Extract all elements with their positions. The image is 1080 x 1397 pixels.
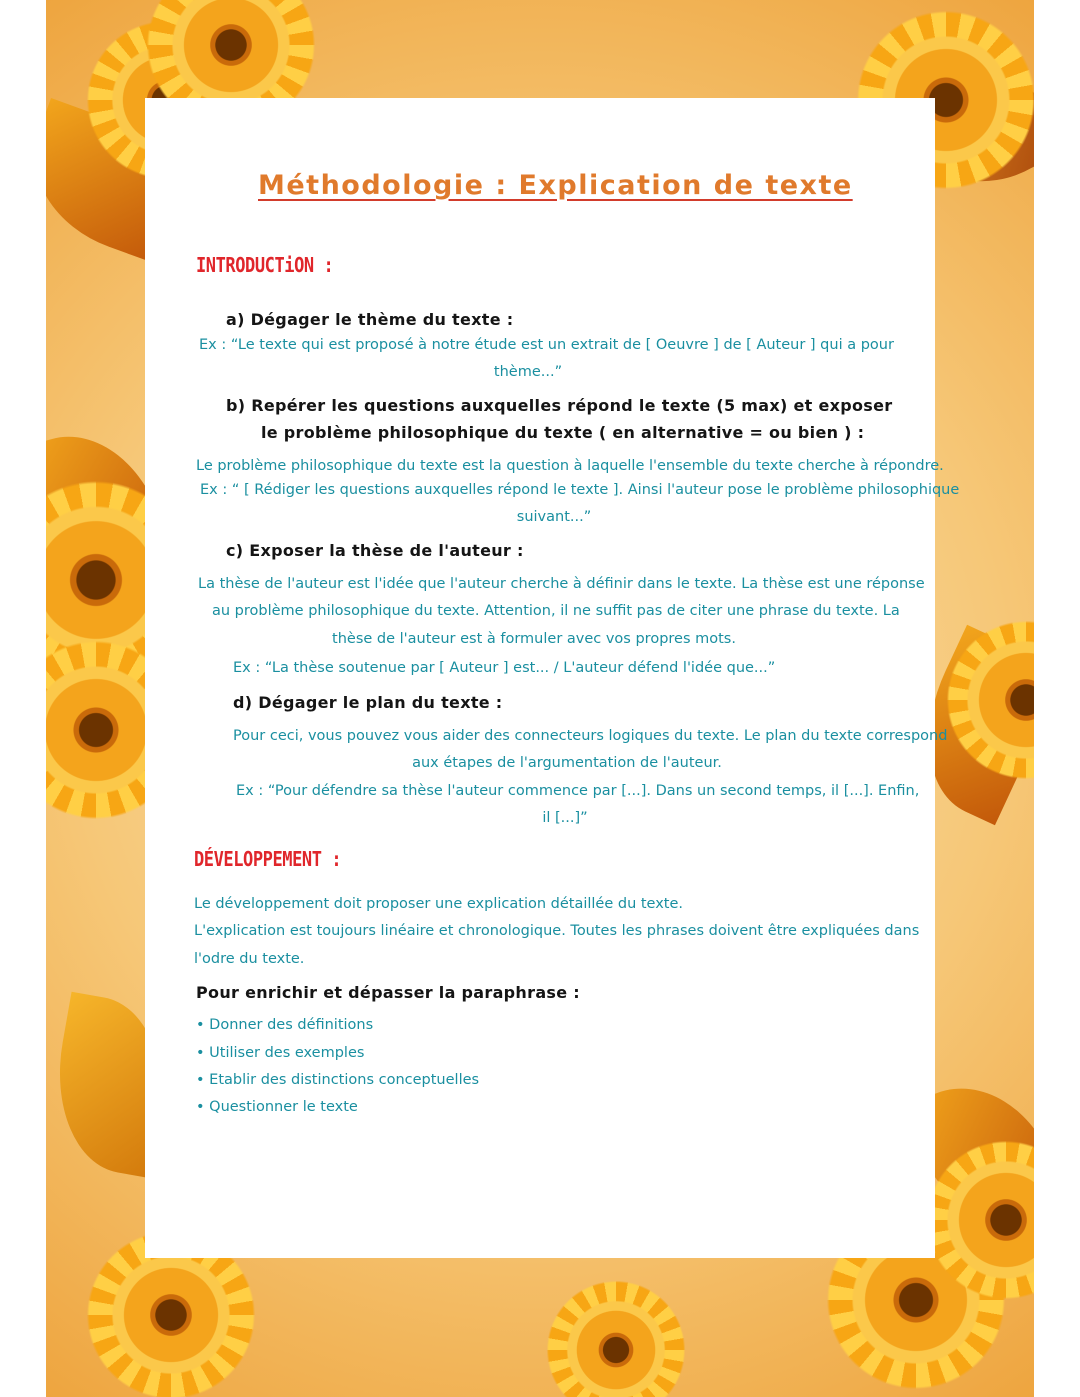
developpement-line2: L'explication est toujours linéaire et chronologique. Toutes les phrases doivent être expliquées dans bbox=[194, 923, 920, 939]
heading-b-line2: le problème philosophique du texte ( en alternative = ou bien ) : bbox=[261, 423, 865, 442]
heading-b-line1: b) Repérer les questions auxquelles répond le texte (5 max) et exposer bbox=[226, 396, 893, 415]
developpement-line3: l'odre du texte. bbox=[194, 951, 305, 967]
body-d-line1: Pour ceci, vous pouvez vous aider des connecteurs logiques du texte. Le plan du texte correspond bbox=[233, 728, 948, 744]
body-b: Le problème philosophique du texte est la question à laquelle l'ensemble du texte cherche à répondre. bbox=[196, 458, 944, 474]
list-item: • Utiliser des exemples bbox=[196, 1045, 365, 1061]
enrich-heading: Pour enrichir et dépasser la paraphrase : bbox=[196, 983, 580, 1002]
list-item: • Donner des définitions bbox=[196, 1017, 374, 1033]
heading-d: d) Dégager le plan du texte : bbox=[233, 693, 503, 712]
developpement-line1: Le développement doit proposer une explication détaillée du texte. bbox=[194, 896, 684, 912]
list-item: • Questionner le texte bbox=[196, 1099, 358, 1115]
body-d-line2: aux étapes de l'argumentation de l'auteur. bbox=[412, 755, 722, 771]
list-item: • Etablir des distinctions conceptuelles bbox=[196, 1072, 480, 1088]
heading-a: a) Dégager le thème du texte : bbox=[226, 310, 514, 329]
example-d-line1: Ex : “Pour défendre sa thèse l'auteur commence par [...]. Dans un second temps, il [...]. Enfin, bbox=[236, 783, 920, 799]
example-b-line2: suivant...” bbox=[516, 509, 592, 525]
example-d-line2: il [...]” bbox=[542, 810, 588, 826]
heading-c: c) Exposer la thèse de l'auteur : bbox=[226, 541, 524, 560]
introduction-label: INTRODUCTiON : bbox=[196, 253, 334, 277]
page-title: Méthodologie : Explication de texte bbox=[258, 170, 853, 201]
body-c-line3: thèse de l'auteur est à formuler avec vos propres mots. bbox=[332, 631, 736, 647]
body-c-line1: La thèse de l'auteur est l'idée que l'auteur cherche à définir dans le texte. La thèse est une réponse bbox=[198, 576, 925, 592]
body-c-line2: au problème philosophique du texte. Attention, il ne suffit pas de citer une phrase du texte. La bbox=[212, 603, 900, 619]
example-a-line1: Ex : “Le texte qui est proposé à notre étude est un extrait de [ Oeuvre ] de [ Auteur ] qui a pour bbox=[199, 337, 894, 353]
example-b-line1: Ex : “ [ Rédiger les questions auxquelles répond le texte ]. Ainsi l'auteur pose le problème philosophique bbox=[200, 482, 960, 498]
developpement-label: DÉVELOPPEMENT : bbox=[194, 847, 342, 871]
example-a-line2: thème...” bbox=[493, 364, 563, 380]
example-c: Ex : “La thèse soutenue par [ Auteur ] est... / L'auteur défend l'idée que...” bbox=[233, 660, 776, 676]
